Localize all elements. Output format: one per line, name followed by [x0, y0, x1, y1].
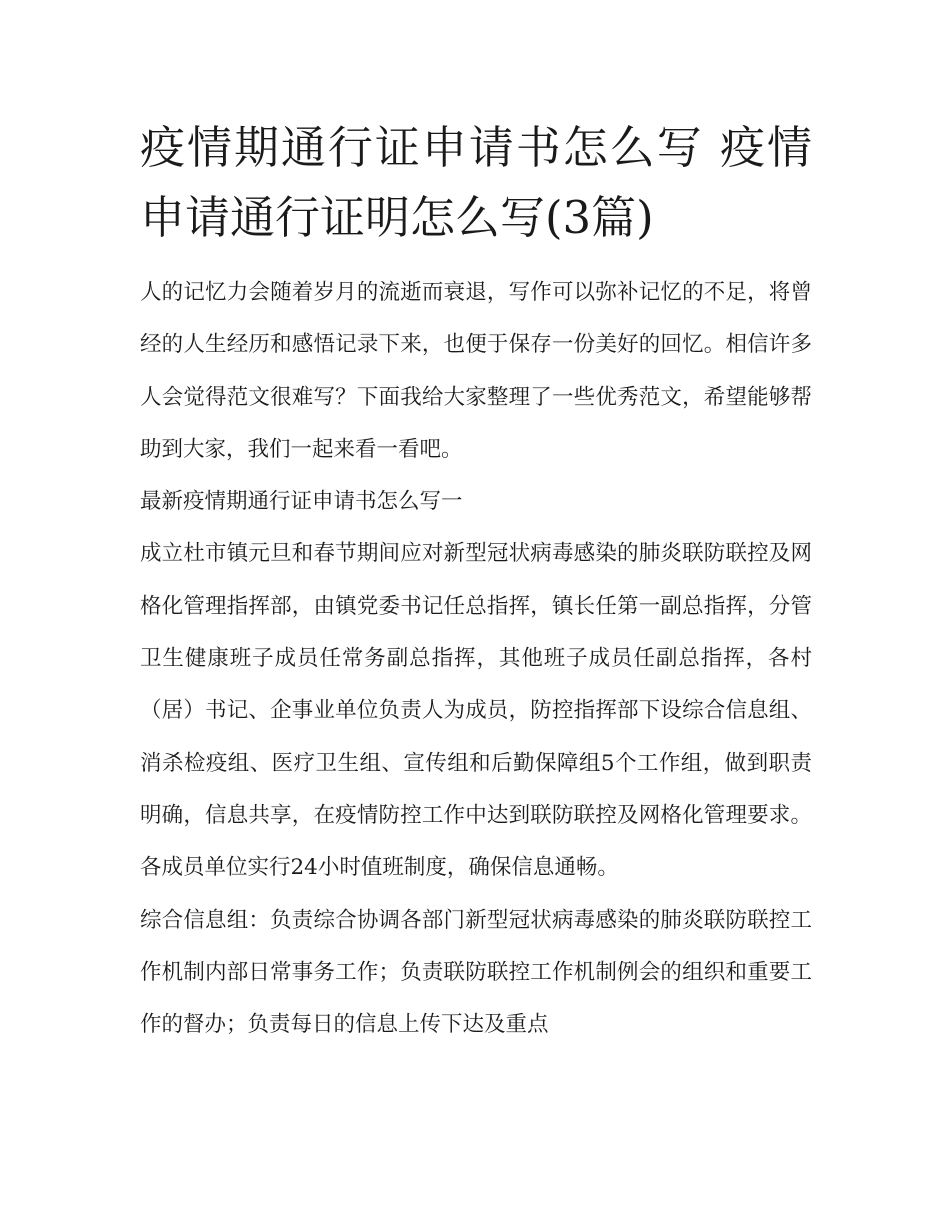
body-paragraph: 成立杜市镇元旦和春节期间应对新型冠状病毒感染的肺炎联防联控及网格化管理指挥部，由镇党委书记任总指挥，镇长任第一副总指挥，分管卫生健康班子成员任常务副总指挥，其他班子成员任副总指挥，各村（居）书记、企事业单位负责人为成员，防控指挥部下设综合信息组、消杀检疫组、医疗卫生组、宣传组和后勤保障组5个工作组，做到职责明确，信息共享，在疫情防控工作中达到联防联控及网格化管理要求。各成员单位实行24小时值班制度，确保信息通畅。 — [140, 541, 812, 881]
section-heading: 最新疫情期通行证申请书怎么写一 — [140, 489, 463, 515]
intro-paragraph: 人的记忆力会随着岁月的流逝而衰退，写作可以弥补记忆的不足，将曾经的人生经历和感悟记录下来，也便于保存一份美好的回忆。相信许多人会觉得范文很难写？下面我给大家整理了一些优秀范文，希望能够帮助到大家，我们一起来看一看吧。 — [140, 280, 812, 462]
body-paragraph: 综合信息组：负责综合协调各部门新型冠状病毒感染的肺炎联防联控工作机制内部日常事务工作；负责联防联控工作机制例会的组织和重要工作的督办；负责每日的信息上传下达及重点 — [140, 907, 812, 1038]
document-title: 疫情期通行证申请书怎么写 疫情申请通行证明怎么写(3篇) — [140, 121, 812, 244]
document-page — [140, 113, 812, 1051]
